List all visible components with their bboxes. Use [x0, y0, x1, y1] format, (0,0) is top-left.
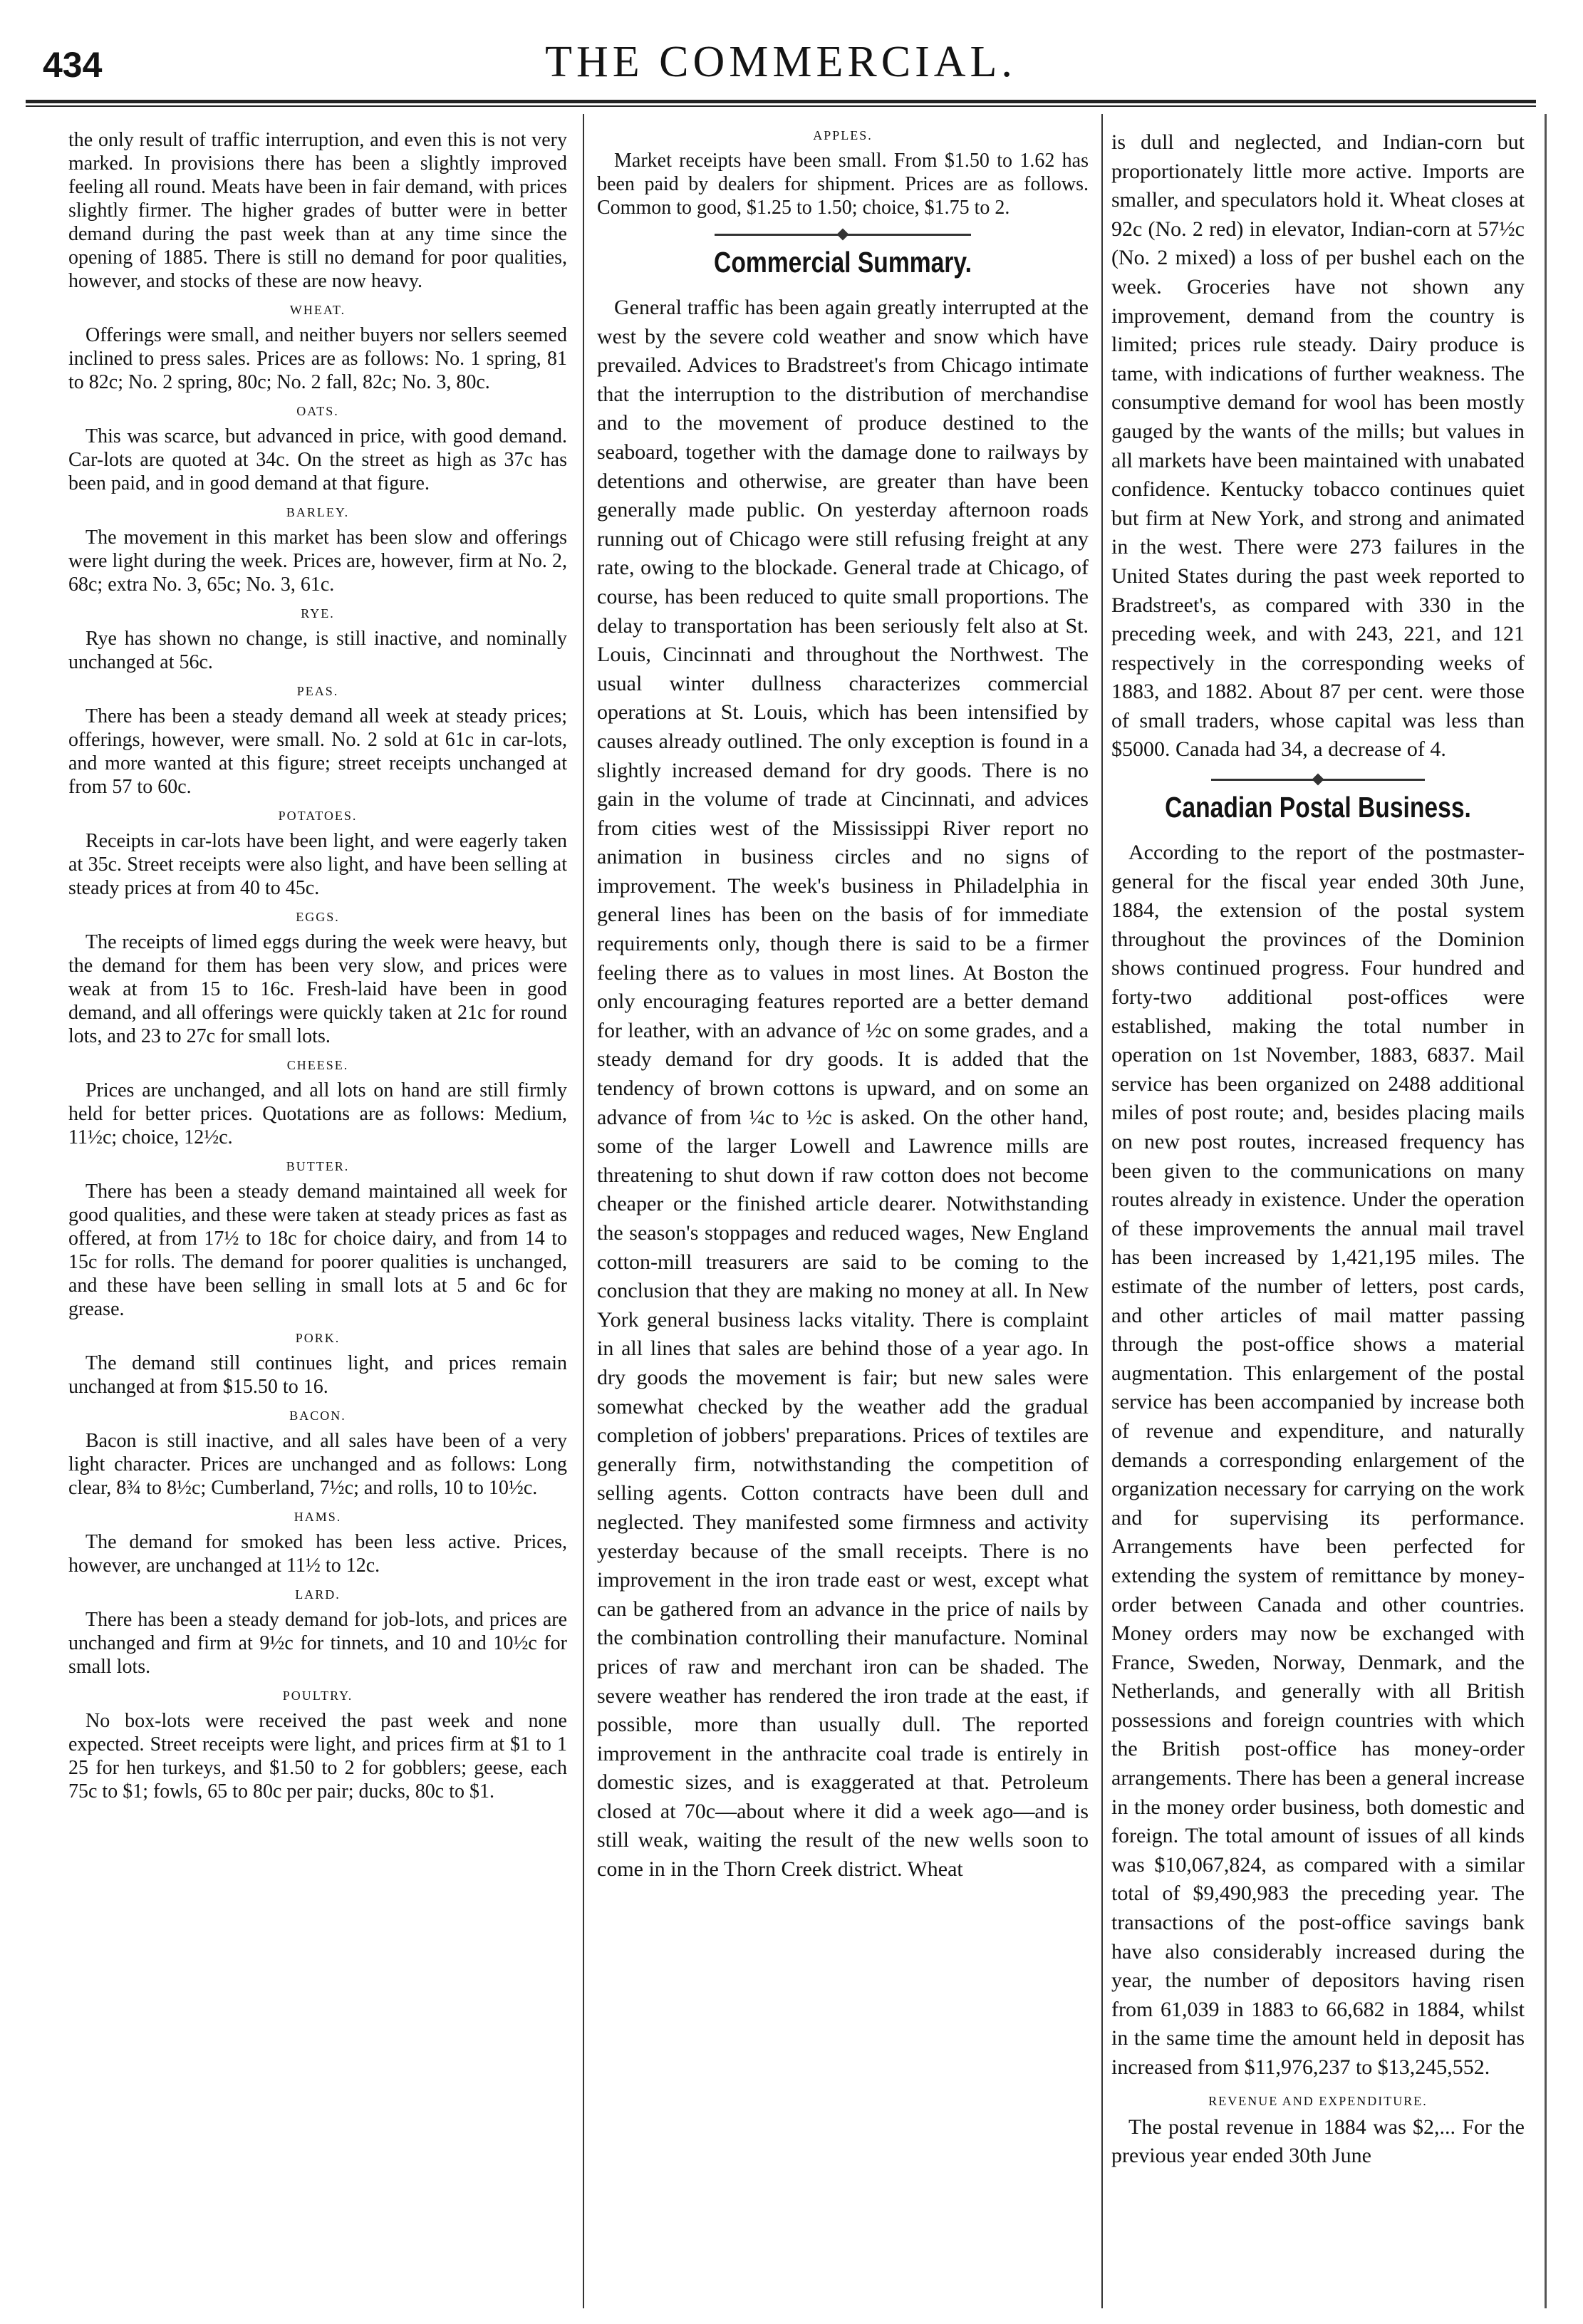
- section-text-potatoes: Receipts in car-lots have been light, and were eagerly taken at 35c. Street receipts were also light, and have been selling at steady prices at from 40 to 45c.: [68, 830, 567, 899]
- masthead-title: THE COMMERCIAL.: [545, 38, 1017, 86]
- page-header: [26, 33, 1536, 97]
- revenue-text: The postal revenue in 1884 was $2,... For the previous year ended 30th June: [1111, 2115, 1525, 2168]
- section-text-peas: There has been a steady demand all week at steady prices; offerings, however, were small. No. 2 sold at 61c in car-lots, and more wanted at this figure; street receipts unchanged at from 57 to 60c.: [68, 705, 567, 798]
- section-heading-hams: HAMS.: [294, 1510, 342, 1524]
- ornament-divider: [715, 234, 971, 236]
- section-heading-oats: OATS.: [296, 404, 339, 418]
- commercial-summary-text: General traffic has been again greatly interrupted at the west by the severe cold weather and snow which have prevailed. Advices to Bradstreet's from Chicago intimate that the interruption to the distribution of merchandise and to the movement of produce destined to the seaboard, together with the damage done to railways by detentions and otherwise, are greater than have been generally made public. On yesterday afternoon roads running out of Chicago were still refusing freight at any rate, owing to the blockade. General trade at Chicago, of course, has been reduced to quite small proportions. The delay to transportation has been seriously felt also at St. Louis, Cincinnati and throughout the Northwest. The usual winter dullness characterizes commercial operations at St. Louis, which has been intensified by causes already outlined. The only exception is found in a slightly increased demand for dry goods. There is no gain in the volume of trade at Cincinnati, and advices from cities west of the Mississippi River report no animation in business circles and no signs of improvement. The week's business in Philadelphia in general lines has been on the basis of for immediate requirements only, though there is said to be a firmer feeling there as to values in most lines. At Boston the only encouraging features reported are a better demand for leather, with an advance of ½c on some grades, and a steady demand for dry goods. It is added that the tendency of brown cottons is upward, and on some an advance of from ¼c to ½c is asked. On the other hand, some of the larger Lowell and Lawrence mills are threatening to shut down if raw cotton does not become cheaper or the finished article dearer. Notwithstanding the season's stoppages and reduced wages, New England cotton-mill treasurers are said to be coming to the conclusion that they are making no money at all. In New York general business lacks vitality. There is complaint in all lines that sales are behind those of a year ago. In dry goods the movement is fair; but new sales were somewhat checked by the weather add the gradual completion of jobbers' preparations. Prices of textiles are generally firm, notwithstanding the competition of selling agents. Cotton contracts have been dull and neglected. They manifested some firmness and activity yesterday because of the small receipts. There is no improvement in the iron trade east or west, except what can be gathered from an advance in the price of nails by the combination controlling their manufacture. Nominal prices of raw and merchant iron can be shaded. The severe weather has rendered the iron trade at the east, if possible, more than usually dull. The reported improvement in the anthracite coal trade is entirely in domestic sizes, and is exaggerated at that. Petroleum closed at 70c—about where it did a week ago—and is still weak, waiting the result of the new wells soon to come in in the Thorn Creek district. Wheat: [597, 296, 1089, 1882]
- column-markets: [68, 128, 567, 2301]
- section-text-wheat: Offerings were small, and neither buyers nor sellers seemed inclined to press sales. Prices are as follows: No. 1 spring, 81 to 82c; No. 2 spring, 80c; No. 2 fall, 82c; No. 3, 80c.: [68, 324, 567, 393]
- section-heading-bacon: BACON.: [289, 1409, 346, 1423]
- section-heading-wheat: WHEAT.: [289, 303, 346, 317]
- page-number: 434: [43, 45, 103, 85]
- section-heading-pork: PORK.: [295, 1331, 341, 1345]
- section-text-bacon: Bacon is still inactive, and all sales have been of a very light character. Prices are unchanged and as follows: Long clear, 8¾ to 8½c; Cumberland, 7½c; and rolls, 10 to 10½c.: [68, 1430, 567, 1499]
- header-rule: [26, 100, 1536, 107]
- section-heading-rye: RYE.: [301, 606, 335, 621]
- commercial-summary-continued: is dull and neglected, and Indian-corn but proportionately little more active. Imports are smaller, and speculators hold it. Wheat closes at 92c (No. 2 red) in elevator, Indian-corn at 57½c (No. 2 mixed) a loss of per bushel each on the week. Groceries have not shown any improvement, demand from the country is limited; prices rule steady. Dairy produce is tame, with indications of further weakness. The consumptive demand for wool has been mostly gauged by the wants of the mills; but values in all markets have been maintained with unabated confidence. Kentucky tobacco continues quiet but firm at New York, and strong and animated in the west. There were 273 failures in the United States during the past week reported to Bradstreet's, as compared with 330 in the preceding week, and with 243, 221, and 121 respectively in the corresponding weeks of 1883, and 1882. About 87 per cent. were those of small traders, whose capital was less than $5000. Canada had 34, a decrease of 4.: [1111, 130, 1525, 762]
- section-heading-potatoes: POTATOES.: [278, 809, 358, 823]
- section-heading-eggs: EGGS.: [296, 910, 340, 924]
- ornament-divider: [1211, 779, 1425, 781]
- section-heading-lard: LARD.: [295, 1587, 341, 1602]
- postal-business-title: Canadian Postal Business.: [1165, 791, 1471, 824]
- section-heading-peas: PEAS.: [296, 684, 339, 698]
- column-divider: [1101, 114, 1103, 2308]
- column-summary: [597, 128, 1089, 2301]
- section-heading-cheese: CHEESE.: [286, 1058, 349, 1072]
- section-text-oats: This was scarce, but advanced in price, with good demand. Car-lots are quoted at 34c. On the street as high as 37c has been paid, and in good demand at that figure.: [68, 425, 567, 494]
- section-text-barley: The movement in this market has been slow and offerings were light during the week. Prices are, however, firm at No. 2, 68c; extra No. 3, 65c; No. 3, 61c.: [68, 526, 567, 596]
- revenue-heading: REVENUE AND EXPENDITURE.: [1208, 2093, 1428, 2108]
- section-text-poultry: No box-lots were received the past week and none expected. Street receipts were light, and prices firm at $1 to 1 25 for hen turkeys, and $1.50 to 2 for gobblers; geese, each 75c to $1; fowls, 65 to 80c per pair; ducks, 80c to $1.: [68, 1710, 567, 1802]
- page-edge-line: [1545, 114, 1547, 2308]
- section-text-apples: Market receipts have been small. From $1.50 to 1.62 has been paid by dealers for shipment. Prices are as follows. Common to good, $1.25 to 1.50; choice, $1.75 to 2.: [597, 150, 1089, 219]
- column-divider: [583, 114, 584, 2308]
- commercial-summary-title: Commercial Summary.: [714, 246, 972, 279]
- section-text-pork: The demand still continues light, and prices remain unchanged at from $15.50 to 16.: [68, 1352, 567, 1398]
- postal-business-text: According to the report of the postmaster-general for the fiscal year ended 30th June, 1884, the extension of the postal system throughout the provinces of the Dominion shows continued progress. Four hundred and forty-two additional post-offices were established, making the total number in operation on 1st November, 1883, 6837. Mail service has been organized on 2488 additional miles of post route; and, besides placing mails on new post routes, increased frequency has been given to the communications on many routes already in existence. Under the operation of these improvements the annual mail travel has been increased by 1,421,195 miles. The estimate of the number of letters, post cards, and other articles of mail matter passing through the post-office shows a material augmentation. This enlargement of the postal service has been accompanied by increase both of revenue and expenditure, and naturally demands a corresponding enlargement of the organization necessary for carrying on the work and for supervising its performance. Arrangements have been perfected for extending the system of remittance by money-order between Canada and other countries. Money orders may now be exchanged with France, Sweden, Norway, Denmark, and the Netherlands, and generally with all British possessions and foreign countries with which the British post-office has money-order arrangements. There has been a general increase in the money order business, both domestic and foreign. The total amount of issues of all kinds was $10,067,824, as compared with a similar total of $9,490,983 the preceding year. The transactions of the post-office savings bank have also considerably increased during the year, the number of depositors having risen from 61,039 in 1883 to 66,682 in 1884, whilst in the same time the amount held in deposit has increased from $11,976,237 to $13,245,552.: [1111, 841, 1525, 2079]
- column-postal: [1111, 128, 1525, 2301]
- section-text-lard: There has been a steady demand for job-lots, and prices are unchanged and firm at 9½c for tinnets, and 10 and 10½c for small lots.: [68, 1609, 567, 1678]
- section-text-cheese: Prices are unchanged, and all lots on hand are still firmly held for better prices. Quotations are as follows: Medium, 11½c; choice, 12½c.: [68, 1079, 567, 1148]
- section-heading-barley: BARLEY.: [286, 505, 350, 519]
- section-text-rye: Rye has shown no change, is still inactive, and nominally unchanged at 56c.: [68, 628, 567, 673]
- section-text-butter: There has been a steady demand maintained all week for good qualities, and these were taken at steady prices as fast as offered, at from 17½ to 18c for choice dairy, and from 14 to 15c for rolls. The demand for poorer qualities is unchanged, and these have been selling in small lots at 5 and 6c for grease.: [68, 1181, 567, 1320]
- section-heading-apples: APPLES.: [813, 128, 873, 142]
- section-heading-butter: BUTTER.: [286, 1159, 350, 1173]
- section-heading-poultry: POULTRY.: [282, 1688, 353, 1703]
- markets-intro: the only result of traffic interruption, and even this is not very marked. In provisions there has been a slightly improved feeling all round. Meats have been in fair demand, with prices slightly firmer. The higher grades of butter were in better demand during the past week than at any time since the opening of 1885. There is still no demand for poor qualities, however, and stocks of these are now heavy.: [68, 129, 567, 292]
- section-text-eggs: The receipts of limed eggs during the week were heavy, but the demand for them has been very slow, and prices were weak at from 15 to 16c. Fresh-laid have been in good demand, and all offerings were quickly taken at 21c for round lots, and 23 to 27c for small lots.: [68, 931, 567, 1047]
- section-text-hams: The demand for smoked has been less active. Prices, however, are unchanged at 11½ to 12c.: [68, 1531, 567, 1577]
